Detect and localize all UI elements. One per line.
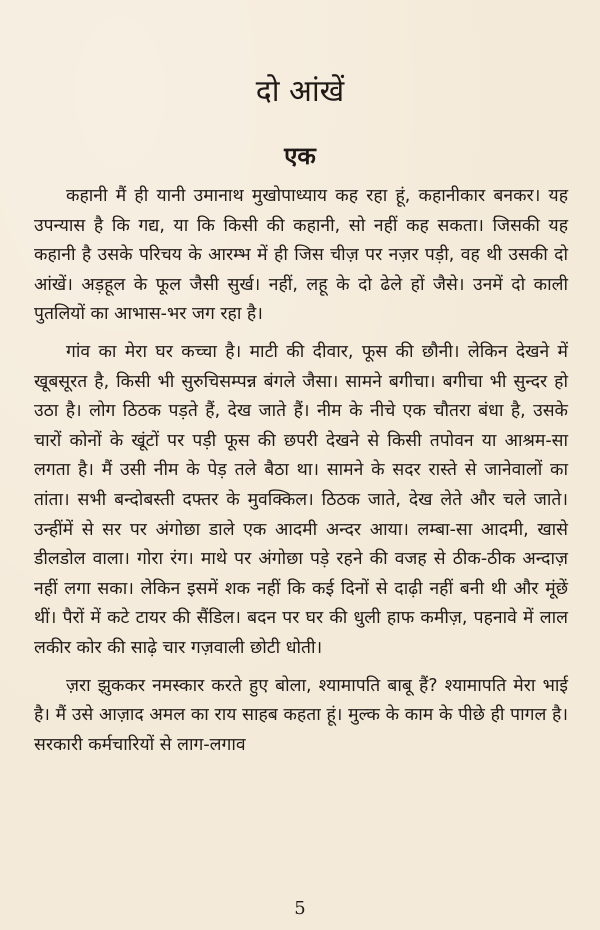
body-text	[34, 182, 568, 760]
page-number: 5	[294, 898, 306, 919]
paragraph-1: कहानी मैं ही यानी उमानाथ मुखोपाध्याय कह रहा हूं, कहानीकार बनकर। यह उपन्यास है कि गद्य, या कि किसी की कहानी, सो नहीं कह सकता। जिसकी यह कहानी है उसके परिचय के आरम्भ में ही जिस चीज़ पर नज़र पड़ी, वह थी उसकी दो आंखें। अड़हूल के फूल जैसी सुर्ख। नहीं, लहू के दो ढेले हों जैसे। उनमें दो काली पुतलियों का आभास-भर जग रहा है।	[34, 186, 568, 325]
paragraph-2: गांव का मेरा घर कच्चा है। माटी की दीवार, फूस की छौनी। लेकिन देखने में खूबसूरत है, किसी भी सुरुचिसम्पन्न बंगले जैसा। सामने बगीचा। बगीचा भी सुन्दर हो उठा है। लोग ठिठक पड़ते हैं, देख जाते हैं। नीम के नीचे एक चौतरा बंधा है, उसके चारों कोनों के खूंटों पर पड़ी फूस की छपरी देखने से किसी तपोवन या आश्रम-सा लगता है। मैं उसी नीम के पेड़ तले बैठा था। सामने के सदर रास्ते से जानेवालों का तांता। सभी बन्दोबस्ती दफ्तर के मुवक्किल। ठिठक जाते, देख लेते और चले जाते। उन्हींमें से सर पर अंगोछा डाले एक आदमी अन्दर आया। लम्बा-सा आदमी, खासे डीलडोल वाला। गोरा रंग। माथे पर अंगोछा पड़े रहने की वजह से ठीक-ठीक अन्दाज़ नहीं लगा सका। लेकिन इसमें शक नहीं कि कई दिनों से दाढ़ी नहीं बनी थी और मूंछें थीं। पैरों में कटे टायर की सैंडिल। बदन पर घर की धुली हाफ कमीज़, पहनावे में लाल लकीर कोर की साढ़े चार गज़वाली छोटी धोती।	[34, 341, 568, 658]
section-heading: एक	[284, 142, 316, 170]
paragraph-3: ज़रा झुककर नमस्कार करते हुए बोला, श्यामापति बाबू हैं? श्यामापति मेरा भाई है। मैं उसे आज़ाद अमल का राय साहब कहता हूं। मुल्क के काम के पीछे ही पागल है। सरकारी कर्मचारियों से लाग-लगाव	[34, 675, 568, 755]
chapter-title: दो आंखें	[255, 74, 345, 109]
